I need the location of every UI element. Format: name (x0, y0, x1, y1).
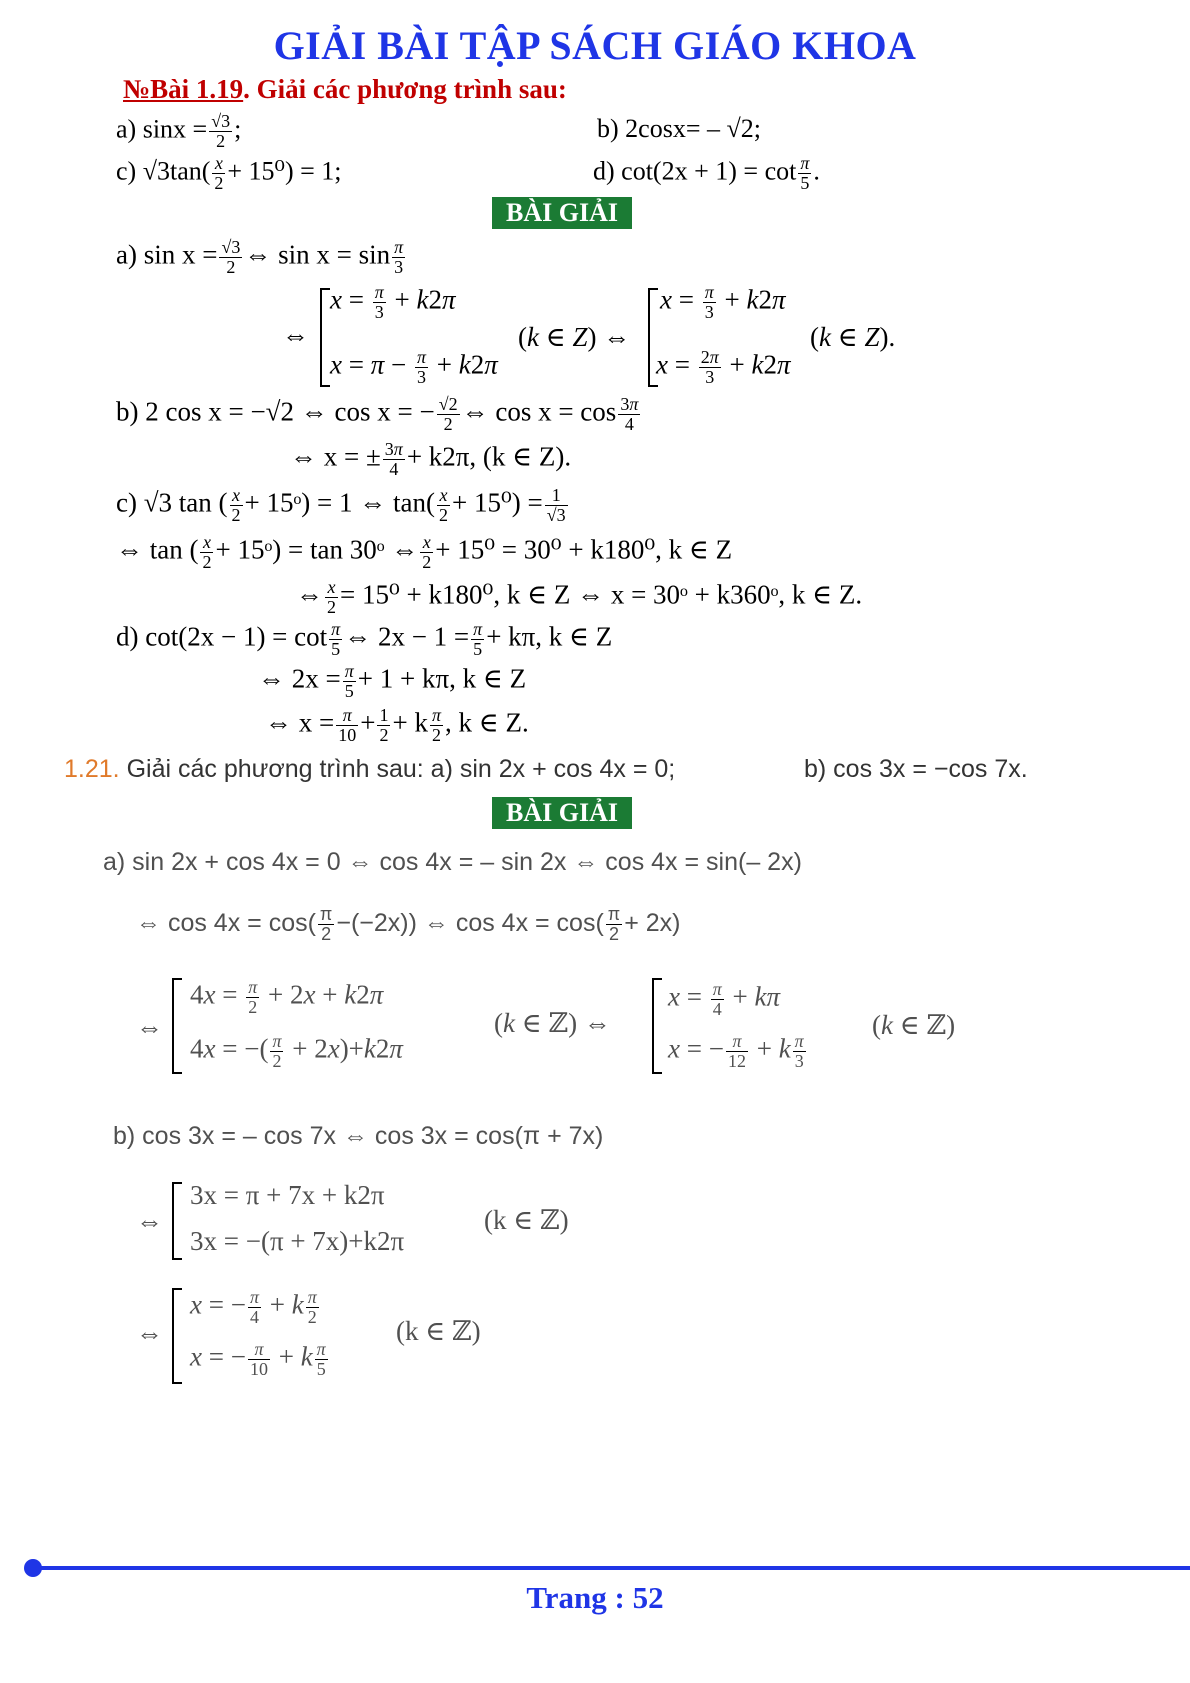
fraction: $\frac{\pi}{3}$ (374, 282, 384, 322)
sys-row: 3x = −(π + 7x)+k2π (190, 1226, 405, 1256)
problem-number: №Bài 1.19 (123, 74, 244, 104)
fraction: $\frac{x}{2}$ (438, 485, 448, 525)
equiv-sign: ⇔ (136, 1012, 163, 1042)
system-bracket (172, 1288, 182, 1384)
fraction: $\frac{\pi}{2}$ (431, 705, 441, 745)
sol-b2b-text: + k2π, (k ∈ Z). (406, 441, 572, 472)
solution-banner: BÀI GIẢI (492, 197, 632, 229)
sys-row: x = − $\frac{\pi}{12}$ + k $\frac{\pi}{3}$ (668, 1031, 804, 1071)
fraction: $\frac{\pi}{2}$ (607, 904, 621, 944)
sol-d-line1 (116, 620, 612, 659)
sol-d-line3 (265, 706, 529, 745)
kz-label: (k ∈ Z). (810, 322, 896, 352)
problem-c (116, 154, 342, 193)
footer-rule (26, 1566, 1190, 1570)
sol2-a-line1: a) sin 2x + cos 4x = 0 ⇔ cos 4x = – sin 2x ⇔ cos 4x = sin(– 2x) (103, 848, 802, 876)
fraction: $\frac{\pi}{5}$ (344, 661, 354, 701)
system-bracket (652, 978, 662, 1074)
fraction: $\frac{2\pi}{3}$ (700, 347, 719, 387)
fraction: $\frac{1}{√3}$ (546, 485, 566, 525)
fraction: $\frac{\pi}{2}$ (272, 1031, 282, 1071)
fraction: $\frac{\pi}{3}$ (704, 282, 714, 322)
sys-row: x = $\frac{\pi}{4}$ + kπ (668, 979, 780, 1019)
sol-d3-text: ⇔ x = (265, 707, 335, 738)
problem-b: b) 2cosx= – √2; (597, 114, 761, 143)
problem2-text: Giải các phương trình sau: a) sin 2x + cos 4x = 0; (126, 755, 676, 783)
fraction: $\frac{1}{2}$ (379, 705, 389, 745)
fraction: $\frac{√3}{2}$ (211, 111, 231, 151)
sys-row: 4x = $\frac{\pi}{2}$ + 2x + k2π (190, 977, 384, 1017)
system-bracket (172, 978, 182, 1074)
fraction: $\frac{\pi}{5}$ (473, 619, 483, 659)
fraction: $\frac{\pi}{12}$ (727, 1031, 746, 1071)
sol-c1c-text: + 15⁰) = (451, 487, 543, 518)
problem-c-tail: + 15⁰) = 1; (227, 156, 342, 186)
fraction: $\frac{\pi}{5}$ (800, 153, 810, 193)
sol-a1-text: a) sin x = (116, 239, 218, 270)
sol-d1b-text: ⇔ 2x − 1 = (344, 621, 470, 652)
fraction: $\frac{\pi}{10}$ (249, 1339, 268, 1379)
sol-c1b-text: + 15ᵒ) = 1 ⇔ tan( (244, 487, 435, 518)
problem2-b: b) cos 3x = −cos 7x. (804, 755, 1028, 783)
sol-d3c-text: + k (392, 707, 428, 738)
sol-b2-text: ⇔ x = ± (290, 441, 381, 472)
kz-label: (k ∈ ℤ) (484, 1205, 569, 1235)
sol-a-line1 (116, 238, 407, 277)
fraction: $\frac{\pi}{3}$ (394, 237, 404, 277)
page-title: GIẢI BÀI TẬP SÁCH GIÁO KHOA (273, 23, 917, 68)
sol-d3d-text: , k ∈ Z. (444, 707, 529, 738)
sys-row: x = π − $\frac{\pi}{3}$ + k2π (330, 347, 498, 387)
sol-c-line3 (296, 578, 862, 617)
sol-c1-text: c) √3 tan (116, 487, 212, 518)
sol-b1b-text: ⇔ cos x = cos (461, 396, 617, 427)
sol-c-line2 (116, 533, 732, 572)
fraction: $\frac{\pi}{3}$ (794, 1031, 804, 1071)
sys-row: x = $\frac{2\pi}{3}$ + k2π (656, 347, 791, 387)
equiv-sign: ⇔ (136, 1206, 163, 1236)
sol-d1-text: d) cot(2x − 1) = cot (116, 621, 328, 652)
fraction: $\frac{x}{2}$ (422, 532, 432, 572)
fraction: $\frac{\pi}{2}$ (319, 904, 333, 944)
sys-row: x = $\frac{\pi}{3}$ + k2π (330, 282, 456, 322)
fraction: $\frac{\pi}{10}$ (338, 705, 357, 745)
sol-c2-text: ⇔ tan ( (116, 534, 199, 565)
fraction: $\frac{x}{2}$ (202, 532, 212, 572)
sol-d2-text: ⇔ 2x = (258, 663, 341, 694)
sol-c3b-text: = 15⁰ + k180⁰, k ∈ Z ⇔ x = 30ᵒ + k360ᵒ, k ∈ Z. (340, 579, 863, 610)
fraction: $\frac{\pi}{4}$ (712, 979, 722, 1019)
problem-a-label: a) sinx = (116, 114, 208, 144)
kz-label: (k ∈ ℤ) (872, 1010, 956, 1040)
sol-d-line2 (258, 662, 526, 701)
fraction: $\frac{\pi}{2}$ (248, 977, 258, 1017)
problem2-heading (64, 755, 675, 784)
fraction: $\frac{x}{2}$ (327, 577, 336, 617)
kz-label: (k ∈ ℤ) ⇔ (494, 1008, 611, 1038)
system-bracket (320, 288, 330, 387)
problem-c-label: c) √3tan( (116, 156, 211, 186)
kz-label: (k ∈ ℤ) (396, 1316, 481, 1346)
problem-d-tail: . (813, 156, 820, 186)
problem-a: a) sinx = $\frac{√3}{2}$ ; (116, 111, 242, 151)
footer-dot (24, 1559, 42, 1577)
sol-c3-text: ⇔ (296, 579, 323, 610)
sol-b-line2 (290, 440, 571, 479)
sol-d3b-text: + (360, 707, 376, 738)
equiv-sign: ⇔ (136, 1318, 163, 1348)
sol2-a2b-text: −(−2x)) ⇔ cos 4x = cos( (336, 909, 604, 937)
sol2-a2-text: ⇔ cos 4x = cos( (136, 909, 316, 937)
sys-row: 3x = π + 7x + k2π (190, 1180, 385, 1210)
sol-d1c-text: + kπ, k ∈ Z (486, 621, 613, 652)
problem2-number: 1.21. (64, 755, 120, 783)
system-bracket (172, 1182, 182, 1260)
sol2-a2c-text: + 2x) (624, 909, 681, 937)
sol-c2c-text: + 15⁰ = 30⁰ + k180⁰, k ∈ Z (435, 534, 733, 565)
sys-row: 4x = −( $\frac{\pi}{2}$ + 2x)+k2π (190, 1031, 403, 1071)
sys-row: x = $\frac{\pi}{3}$ + k2π (660, 282, 786, 322)
fraction: $\frac{\pi}{2}$ (307, 1287, 317, 1327)
problem-d (593, 154, 820, 193)
sol2-b-line1: b) cos 3x = – cos 7x ⇔ cos 3x = cos(π + 7x) (113, 1122, 604, 1150)
page-number: Trang : 52 (526, 1580, 664, 1615)
fraction: $\frac{\pi}{3}$ (416, 347, 427, 387)
sol-a1b-text: ⇔ sin x = sin (244, 239, 391, 270)
sys-row: x = − $\frac{\pi}{10}$ + k $\frac{\pi}{5}$ (190, 1339, 326, 1379)
solution-banner-2: BÀI GIẢI (492, 797, 632, 829)
fraction: $\frac{\pi}{4}$ (249, 1287, 259, 1327)
sol-b1-text: b) 2 cos x = −√2 ⇔ cos x = − (116, 396, 435, 427)
sol-d2b-text: + 1 + kπ, k ∈ Z (357, 663, 527, 694)
sol2-a-line2 (136, 905, 681, 944)
fraction: $\frac{3\pi}{4}$ (384, 439, 403, 479)
equiv-sign: ⇔ (282, 320, 309, 350)
fraction: $\frac{\pi}{5}$ (316, 1339, 326, 1379)
fraction: $\frac{√2}{2}$ (438, 394, 458, 434)
fraction: $\frac{x}{2}$ (214, 153, 224, 193)
sol-b-line1 (116, 395, 642, 434)
sys-row: x = − $\frac{\pi}{4}$ + k $\frac{\pi}{2}$ (190, 1287, 317, 1327)
sol-c2b-text: + 15ᵒ) = tan 30ᵒ ⇔ (215, 534, 419, 565)
problem-prompt: . Giải các phương trình sau: (243, 74, 567, 104)
fraction: $\frac{\pi}{5}$ (331, 619, 341, 659)
fraction: $\frac{x}{2}$ (231, 485, 241, 525)
kz-label: (k ∈ Z) ⇔ (518, 322, 631, 352)
fraction: $\frac{3\pi}{4}$ (620, 394, 639, 434)
fraction: $\frac{√3}{2}$ (221, 237, 241, 277)
problem-heading (123, 74, 567, 105)
problem-d-label: d) cot(2x + 1) = cot (593, 156, 797, 186)
sol-c-line1: c) √3 tan ( $\frac{x}{2}$ + 15ᵒ) = 1 ⇔ tan( $\frac{x}{2}$ + 15⁰) = $\frac{1}{√3}$ (116, 485, 566, 525)
